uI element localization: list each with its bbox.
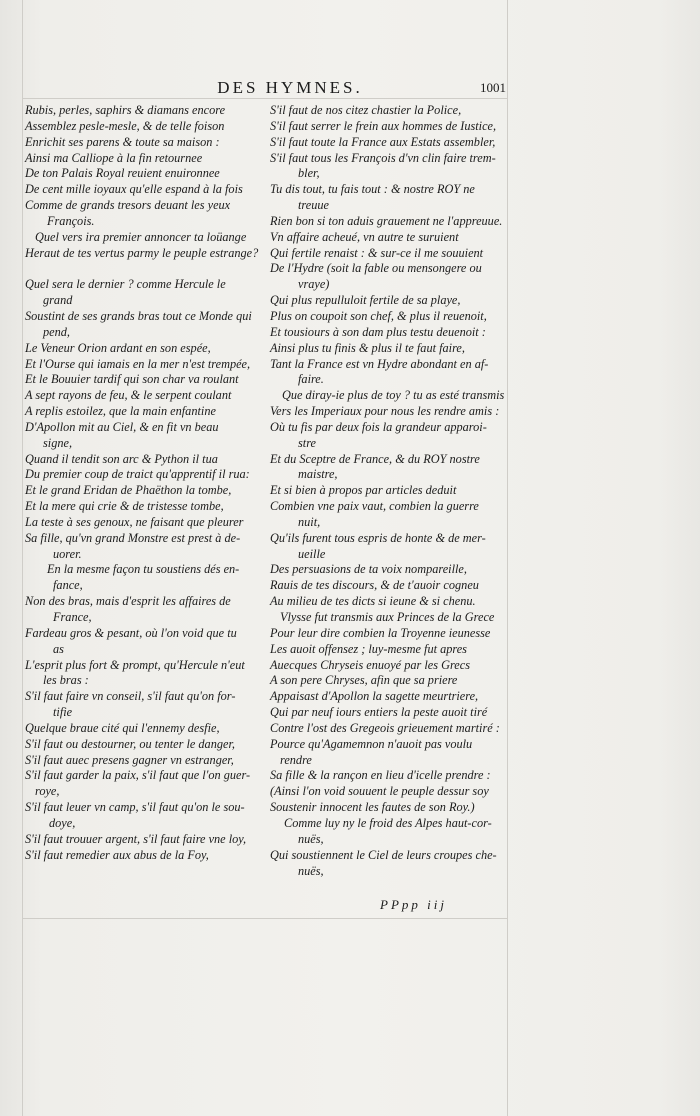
text-line: Vn affaire acheué, vn autre te suruient xyxy=(270,229,459,244)
text-line: S'il faut faire vn conseil, s'il faut qu'on for- xyxy=(25,689,236,704)
text-line: maistre, xyxy=(298,467,338,482)
text-line: S'il faut ou destourner, ou tenter le danger, xyxy=(25,736,235,751)
text-line: ueille xyxy=(298,546,326,561)
running-title: DES HYMNES. xyxy=(217,78,363,97)
text-line: Pour leur dire combien la Troyenne ieunesse xyxy=(270,625,491,640)
text-line: Sa fille & la rançon en lieu d'icelle prendre : xyxy=(270,768,491,783)
text-line: S'il faut auec presens gagner vn estranger, xyxy=(25,752,234,767)
text-line: Soustint de ses grands bras tout ce Monde qui xyxy=(25,308,252,323)
text-line: Sa fille, qu'vn grand Monstre est prest à de- xyxy=(25,530,241,545)
text-line: as xyxy=(53,641,64,656)
text-line: De ton Palais Royal reuient enuironnee xyxy=(25,166,220,181)
text-line: Qui fertile renaist : & sur-ce il me souuient xyxy=(270,245,484,260)
text-line: Et le Bouuier tardif qui son char va roulant xyxy=(25,372,239,387)
left-text-column xyxy=(25,103,263,864)
text-line: La teste à ses genoux, ne faisant que pleurer xyxy=(25,514,244,529)
text-line: Plus on coupoit son chef, & plus il reuenoit, xyxy=(270,308,487,323)
text-line: rendre xyxy=(280,752,312,767)
text-line: nuit, xyxy=(298,514,321,529)
text-line: Fardeau gros & pesant, où l'on void que tu xyxy=(25,625,237,640)
text-line: nuës, xyxy=(298,863,324,878)
text-line: S'il faut toute la France aux Estats assembler, xyxy=(270,134,496,149)
text-line: Quel sera le dernier ? comme Hercule le xyxy=(25,277,226,292)
text-line: Rauis de tes discours, & de t'auoir cogneu xyxy=(270,578,479,593)
text-line: Du premier coup de traict qu'apprentif il rua: xyxy=(25,467,250,482)
text-line: Tu dis tout, tu fais tout : & nostre ROY ne xyxy=(270,182,475,197)
text-line: Contre l'ost des Gregeois grieuement martiré : xyxy=(270,720,500,735)
text-line: Auecques Chryseis enuoyé par les Grecs xyxy=(270,657,470,672)
text-line: vraye) xyxy=(298,277,330,292)
text-line: S'il faut leuer vn camp, s'il faut qu'on le sou- xyxy=(25,800,245,815)
text-line: Et du Sceptre de France, & du ROY nostre xyxy=(270,451,480,466)
text-line: De l'Hydre (soit la fable ou mensongere ou xyxy=(270,261,482,276)
text-line: Assemblez pesle-mesle, & de telle foison xyxy=(25,118,225,133)
text-line: uorer. xyxy=(53,546,82,561)
text-line: (Ainsi l'on void souuent le peuple dessur soy xyxy=(270,784,489,799)
text-line: Enrichit ses parens & toute sa maison : xyxy=(25,134,220,149)
text-line: grand xyxy=(43,293,73,308)
text-line: faire. xyxy=(298,372,324,387)
text-line: Et tousiours à son dam plus testu deuenoit : xyxy=(270,324,486,339)
text-line: Vlysse fut transmis aux Princes de la Grece xyxy=(280,610,495,624)
text-line: Rubis, perles, saphirs & diamans encore xyxy=(25,103,226,117)
text-line: Qui soustiennent le Ciel de leurs croupes che- xyxy=(270,847,497,862)
footer-rule xyxy=(22,918,508,919)
text-line: roye, xyxy=(35,784,60,799)
page-number: 1001 xyxy=(480,80,506,95)
text-line: Appaisast d'Apollon la sagette meurtriere, xyxy=(270,689,479,704)
text-line: Comme luy ny le froid des Alpes haut-cor- xyxy=(284,815,492,830)
text-line: Et si bien à propos par articles deduit xyxy=(270,483,457,498)
text-line: les bras : xyxy=(43,673,89,688)
text-line: fance, xyxy=(53,578,83,593)
text-line: Ainsi ma Calliope à la fin retournee xyxy=(25,150,203,165)
text-line: Vers les Imperiaux pour nous les rendre amis : xyxy=(270,404,500,419)
text-line: Les auoit offensez ; luy-mesme fut apres xyxy=(270,641,467,656)
text-line xyxy=(25,261,263,277)
text-line: Qu'ils furent tous espris de honte & de mer- xyxy=(270,530,486,545)
text-line: nuës, xyxy=(298,831,324,846)
text-line: Qui par neuf iours entiers la peste auoit tiré xyxy=(270,705,488,720)
margin-rule-left xyxy=(22,0,23,1116)
text-line: En la mesme façon tu soustiens dés en- xyxy=(47,562,240,577)
text-line: Où tu fis par deux fois la grandeur apparoi- xyxy=(270,419,487,434)
text-line: Et le grand Eridan de Phaëthon la tombe, xyxy=(25,483,232,498)
text-line: A replis estoilez, que la main enfantine xyxy=(25,404,216,419)
text-line: S'il faut trouuer argent, s'il faut faire vne loy, xyxy=(25,831,247,846)
text-line: treuue xyxy=(298,198,329,213)
text-line: Au milieu de tes dicts si ieune & si chenu. xyxy=(270,594,476,609)
text-line: Rien bon si ton aduis grauement ne l'appreuue. xyxy=(270,213,503,228)
text-line: Non des bras, mais d'esprit les affaires de xyxy=(25,594,231,609)
text-line: signe, xyxy=(43,435,73,450)
text-line: Pource qu'Agamemnon n'auoit pas voulu xyxy=(270,736,473,751)
text-line: Ainsi plus tu finis & plus il te faut faire, xyxy=(270,340,465,355)
text-line: S'il faut tous les François d'vn clin faire trem- xyxy=(270,150,496,165)
text-line: stre xyxy=(298,435,316,450)
text-line: Soustenir innocent les fautes de son Roy.) xyxy=(270,800,475,815)
text-line: A son pere Chryses, afin que sa priere xyxy=(270,673,458,688)
text-line: S'il faut remedier aux abus de la Foy, xyxy=(25,847,209,862)
page-header xyxy=(0,78,700,100)
text-line: bler, xyxy=(298,166,320,181)
text-line: Combien vne paix vaut, combien la guerre xyxy=(270,499,479,514)
text-line: L'esprit plus fort & prompt, qu'Hercule n'eut xyxy=(25,657,245,672)
text-line: France, xyxy=(53,610,92,624)
text-line: De cent mille ioyaux qu'elle espand à la fois xyxy=(25,182,243,197)
text-line: Et la mere qui crie & de tristesse tombe, xyxy=(25,499,224,514)
text-line: Le Veneur Orion ardant en son espée, xyxy=(25,340,211,355)
text-line: tifie xyxy=(53,705,73,720)
text-line: Quand il tendit son arc & Python il tua xyxy=(25,451,218,466)
text-line: Comme de grands tresors deuant les yeux xyxy=(25,198,231,213)
text-line: Quel vers ira premier annoncer ta loüange xyxy=(35,229,247,244)
text-line: pend, xyxy=(43,324,70,339)
right-text-column xyxy=(270,103,506,879)
text-line: Des persuasions de ta voix nompareille, xyxy=(270,562,467,577)
text-line: A sept rayons de feu, & le serpent coulant xyxy=(25,388,232,403)
signature-mark: PPpp iij xyxy=(380,897,447,912)
text-line: Heraut de tes vertus parmy le peuple estrange? xyxy=(25,245,259,260)
text-line: S'il faut serrer le frein aux hommes de Iustice, xyxy=(270,118,497,133)
text-line: S'il faut garder la paix, s'il faut que l'on guer- xyxy=(25,768,251,783)
text-line: Tant la France est vn Hydre abondant en af- xyxy=(270,356,489,371)
text-line: S'il faut de nos citez chastier la Police, xyxy=(270,103,462,117)
margin-rule-right xyxy=(507,0,508,1116)
text-line: Que diray-ie plus de toy ? tu as esté transmis xyxy=(282,388,505,403)
text-line: D'Apollon mit au Ciel, & en fit vn beau xyxy=(25,419,219,434)
text-line: Quelque braue cité qui l'ennemy desfie, xyxy=(25,720,220,735)
text-line: Et l'Ourse qui iamais en la mer n'est trempée, xyxy=(25,356,251,371)
text-line: doye, xyxy=(49,815,76,830)
text-line: Qui plus repulluloit fertile de sa playe, xyxy=(270,293,461,308)
text-line: François. xyxy=(47,213,95,228)
